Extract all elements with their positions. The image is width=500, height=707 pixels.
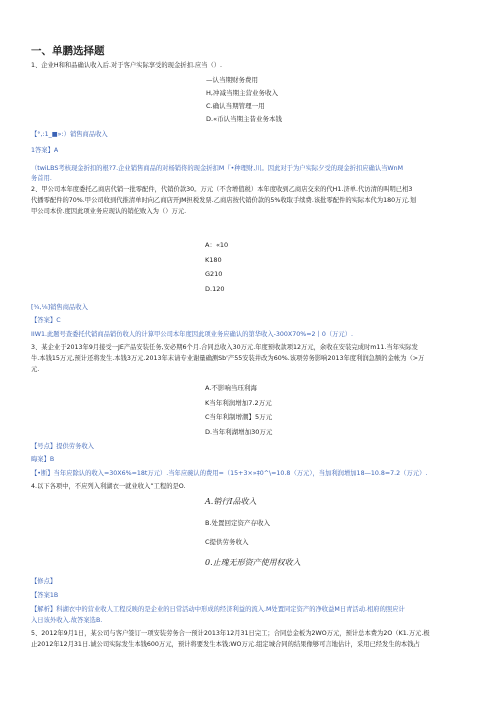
q2-tag: [¾,⅛]销售商品收入 [31,304,88,311]
q4-option-d: 0.止瑰无形资产使用权收入 [205,558,301,567]
q3-analysis: 【•断】当年应除认的收入=30X6%=18t万元）.当年应碗认的费用=（15+3×»‡0^\=10.8（万元），当加利润增加18—10.8=7.2（万元）. [31,470,428,477]
q3-option-a: A.不影响当珏利海 [205,384,257,392]
q1-answer: 1答案】A [31,147,59,154]
q4-analysis-line1: 【解析】科湖衣中的营业收人工程反映的是企业的日常活动中形成的经济利益的流入.M处置同定资产的净收益M日青活动.相府的照应计 [31,606,405,613]
q1-option-a: —认当期财务费用 [206,76,258,84]
q4-analysis-line2: 入日该外收入.故答案选B. [31,617,103,624]
q4-option-b: B.处置回定资产存收入 [205,519,271,527]
q1-tag: 【°,:1_■»:）销售商品收入 [31,131,108,138]
q1-analysis-line1: （twiLBS考核现金折扣的根?7.企业销售商品的对杨销佟的现金折扣M『•种理财,川。因此对于为户实际夕受的现金折扣应确认当WnM [31,165,404,172]
q3-tag: 【号点】提供劳务收入 [31,443,94,450]
q1-analysis-line2: 务首用. [31,175,52,182]
q2-option-b: K180 [205,256,222,264]
q2-stem-line2: 代播零配件的70%.甲公司收到代推清单时向乙商店开JM担税发票.乙商店按代销价款的5%收取手续费.该批零配件的实际本代为180万元.划 [31,197,417,204]
section-title: 一、单鹏选择题 [31,45,105,57]
q2-stem-line3: 甲公司本价.度因此项业务应现认的销佗败入为（）万元. [31,208,187,215]
q3-stem-line3: 元. [31,366,40,373]
q1-stem: 1、企业H和和品确认收入后.对于客户实际享受的现金折扣.应当（）. [31,62,223,69]
q2-option-c: G210 [205,270,223,278]
q3-stem-line1: 3、某企业于2013年9月接受一JE产品安装任务,安必期6个月.合同总收入30万元.年度预收款项12万元，余收在安装完成时m11.当年实际发 [31,344,418,351]
q1-option-b: H,冲减当期主营业务收入 [206,89,278,97]
q3-option-d: D.当年利湖增加30万元 [205,428,273,436]
q2-stem-line1: 2、甲公司本年度委托乙商店代销一批零配件，代销价款30。万元（不含增值税）本年度收到乙商店交来的代H1.济单.代访清的叫明已相3 [31,186,413,193]
q4-option-a: A.销行I品收入 [205,497,257,506]
q4-tag: 【修点】 [31,578,57,585]
q4-stem: 4.以下各项中，不应列入利湖衣一就业收入”工程的是O. [31,483,186,490]
q5-stem-line2: 止2012年12月31日.诚公司实际发生本钱600万元，预计将要发生本钱;WO万元.组定城合同的结果像够可言地估计，采用已经发生的本钱占 [31,641,420,648]
q4-option-c: C提供劳务收入 [205,538,249,546]
q2-answer: 【答案】C [31,317,61,324]
q5-stem-line1: 5、2012年9月1日，某公司与客户签订一项安装劳务合一预计2013年12月31日完工；合同总金板为2WO万元，预计总本费为2O（K1.万元.极 [31,630,430,637]
q3-stem-line2: 牛.本钱15万元,预计还将发生.本钱3万元.2013年末请专业谢量确测Sb'产55安装井改为60%.该项劳务影响2013年度利润急额的金帐为（>万 [31,355,425,362]
q4-answer: 【答案1B [31,592,59,599]
q2-analysis: IIW1.此题号查委托代销商品销仿收人的计算甲公司本年度因此项业务应确认的第华收入-300X70%=2丨0（万元）. [31,331,354,338]
q3-option-b: K当年利润增加7.2万元 [205,399,272,407]
q1-option-d: D.«币认当期主昔业务本钱 [206,115,283,123]
q2-option-d: D.120 [205,285,225,293]
q3-answer: 晦案】B [31,456,55,463]
q1-option-c: C.确认当期管理一用 [206,102,265,110]
q3-option-c: C当年利制增潮】5万元 [205,413,273,421]
q2-option-a: A：«10 [205,241,229,249]
